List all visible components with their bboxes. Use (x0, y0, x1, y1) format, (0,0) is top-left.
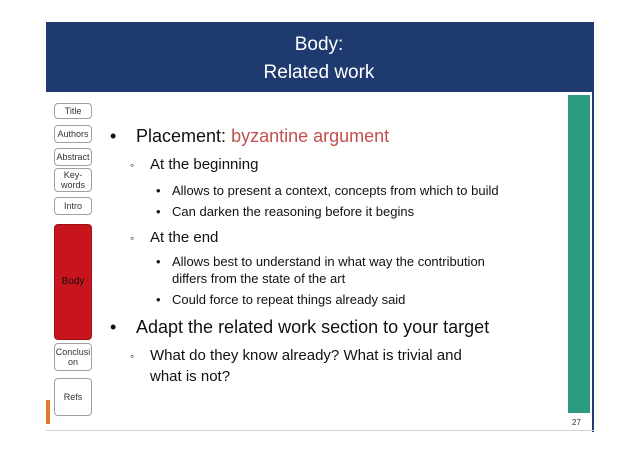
nav-title-label: Title (64, 106, 82, 116)
nav-refs[interactable] (54, 378, 92, 416)
item-understand-contribution-line1: Allows best to understand in what way the contribution (172, 254, 485, 269)
nav-keywords-label-2: words (60, 180, 85, 190)
placement-label: Placement: (136, 126, 227, 146)
slide-title-line1: Body: (294, 34, 344, 55)
item-dot: • (156, 204, 161, 219)
orange-accent-bar (46, 400, 50, 424)
page-number: 27 (572, 418, 581, 427)
slide-title-bar (46, 22, 592, 92)
sub-bullet-end-text: At the end (150, 229, 219, 246)
right-border-line (592, 22, 594, 432)
bullet-dot: • (110, 317, 117, 337)
nav-authors[interactable] (54, 125, 92, 143)
nav-refs-label: Refs (63, 392, 83, 402)
item-present-context-text: Allows to present a context, concepts from which to build (172, 183, 499, 198)
item-dot: • (156, 183, 161, 198)
sub-bullet-dot: ◦ (130, 158, 135, 172)
item-dot: • (156, 292, 161, 307)
sub-bullet-dot: ◦ (130, 349, 135, 363)
nav-body[interactable] (54, 224, 92, 340)
sub-bullet-what-know-line2: what is not? (150, 368, 231, 385)
nav-body-label: Body (61, 276, 85, 287)
nav-conclusion-label-1: Conclusi (55, 347, 91, 357)
teal-side-bar (568, 95, 590, 413)
bottom-divider (46, 430, 594, 431)
nav-abstract-label: Abstract (56, 152, 90, 162)
item-darken-reasoning-text: Can darken the reasoning before it begins (172, 204, 415, 219)
byzantine-argument-text: byzantine argument (231, 126, 390, 146)
bullet-placement-text (136, 126, 389, 147)
nav-intro-label: Intro (63, 201, 82, 211)
item-dot: • (156, 254, 161, 269)
nav-keywords-label-1: Key- (63, 170, 83, 180)
sub-bullet-beginning-text: At the beginning (150, 156, 259, 173)
item-understand-contribution-line2: differs from the state of the art (172, 271, 346, 286)
nav-conclusion[interactable] (54, 343, 92, 371)
nav-intro[interactable] (54, 197, 92, 215)
nav-abstract[interactable] (54, 148, 92, 166)
bullet-adapt-text: Adapt the related work section to your target (136, 317, 490, 337)
bullet-dot: • (110, 126, 117, 146)
nav-keywords[interactable] (54, 168, 92, 192)
slide-title-line2: Related work (263, 62, 375, 83)
nav-title[interactable] (54, 103, 92, 119)
sub-bullet-dot: ◦ (130, 231, 135, 245)
nav-authors-label: Authors (57, 129, 89, 139)
nav-conclusion-label-2: on (67, 357, 78, 367)
item-repeat-things-text: Could force to repeat things already said (172, 292, 406, 307)
sub-bullet-what-know-line1: What do they know already? What is trivial and (150, 347, 462, 364)
